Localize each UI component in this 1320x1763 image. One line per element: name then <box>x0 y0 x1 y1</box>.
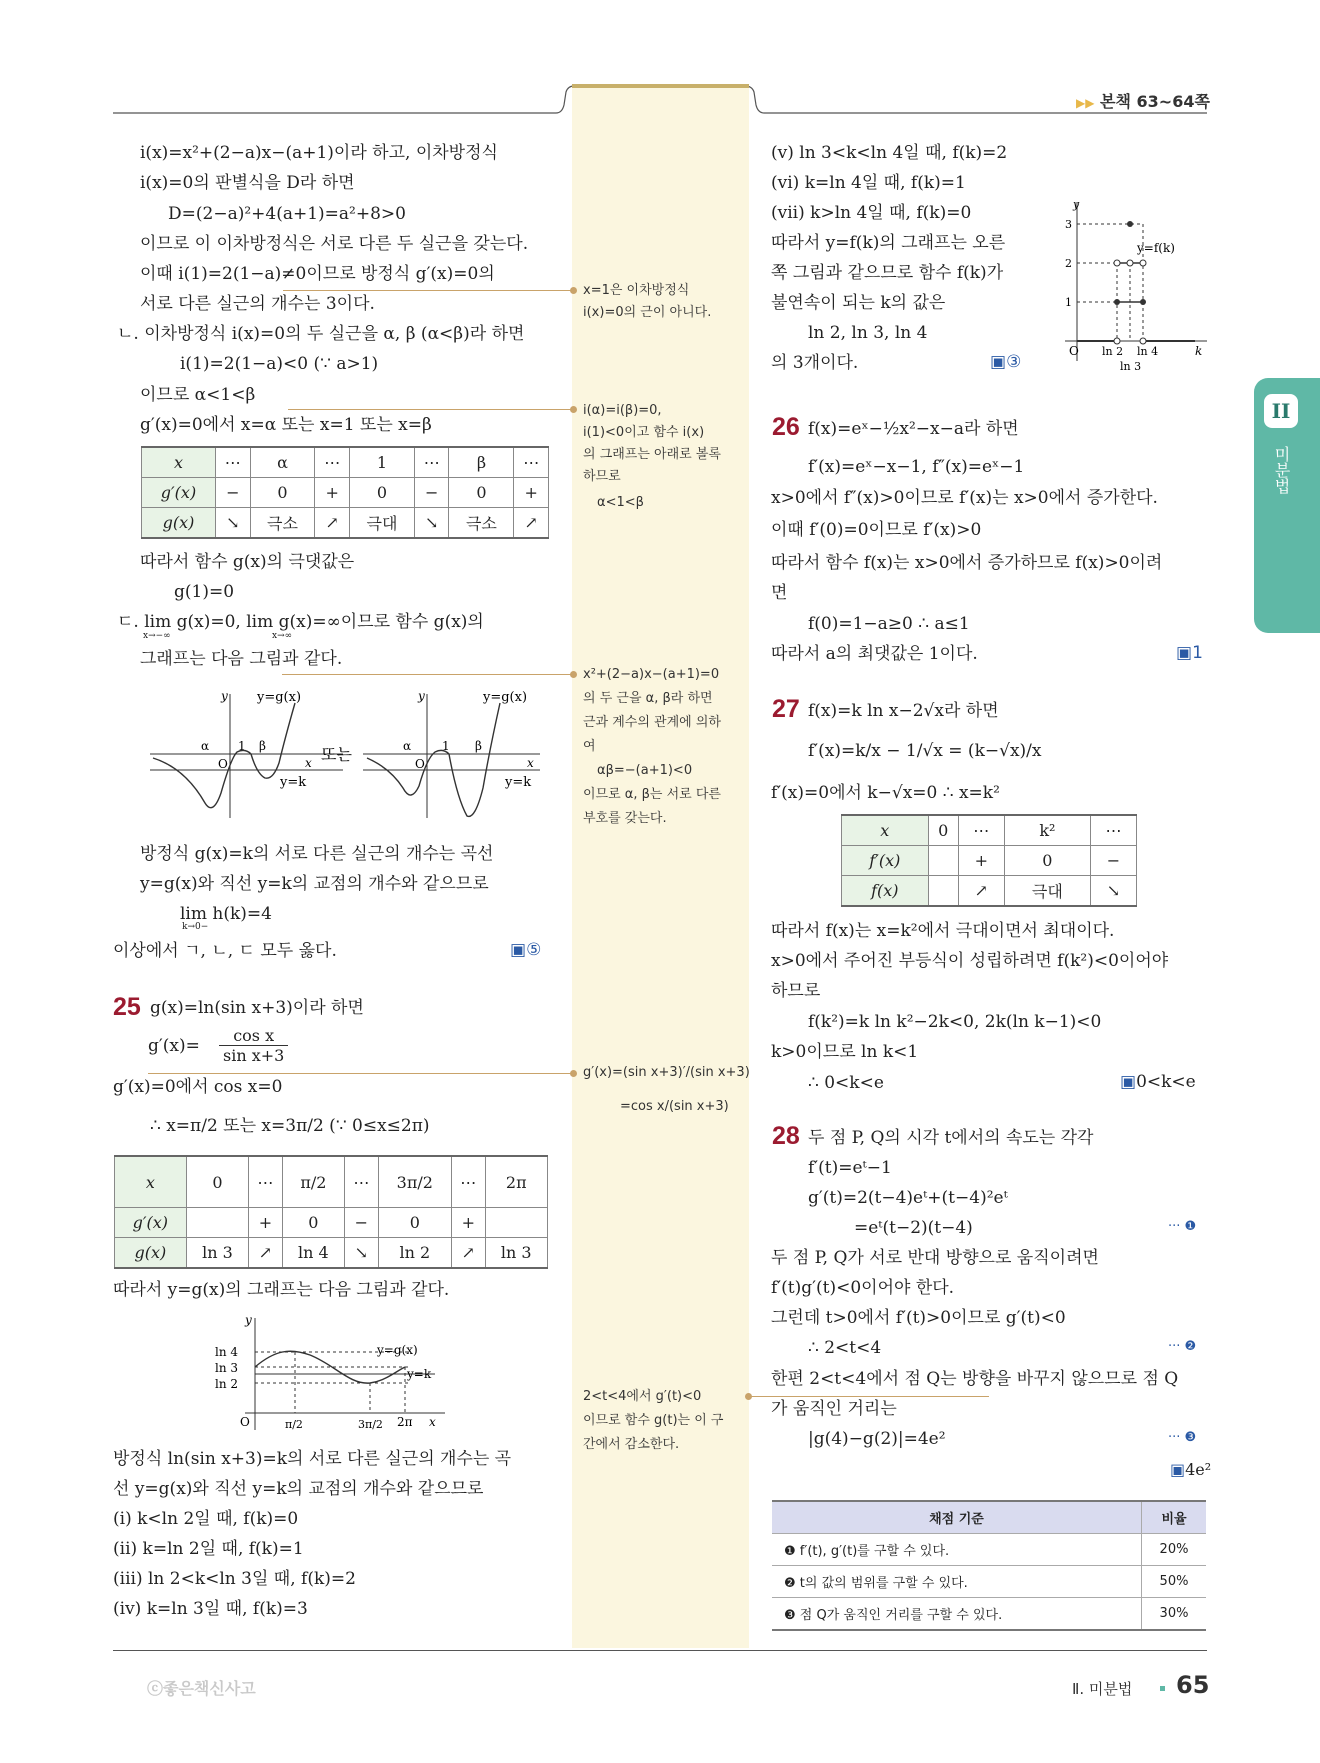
chapter-tab-label: 미분법 <box>1272 446 1291 494</box>
graph-label: ln 3 <box>1120 360 1142 373</box>
text-line: f′(x)=eˣ−x−1, f″(x)=eˣ−1 <box>808 457 1025 477</box>
sign-table-25 <box>114 1155 548 1269</box>
side-note: x²+(2−a)x−(a+1)=0 <box>583 667 720 682</box>
text-line: g′(x)=0에서 cos x=0 <box>113 1077 283 1097</box>
text-line: x>0에서 주어진 부등식이 성립하려면 f(k²)<0이어야 <box>771 951 1169 971</box>
graph-label: x <box>305 756 312 770</box>
table-cell: + <box>249 1208 283 1238</box>
graph-label: β <box>259 739 266 753</box>
text-line: 따라서 함수 g(x)의 극댓값은 <box>140 552 355 572</box>
text-line: g′(t)=2(t−4)eᵗ+(t−4)²eᵗ <box>808 1188 1008 1208</box>
table-cell: g′(x) <box>142 478 216 508</box>
table-cell: 0 <box>1004 846 1090 876</box>
answer-icon: ▣ <box>1176 643 1193 663</box>
problem-number: 28 <box>772 1122 800 1150</box>
answer-value: ③ <box>1006 352 1022 372</box>
text-line: g′(x)=0에서 x=α 또는 x=1 또는 x=β <box>140 415 432 435</box>
table-cell: ⋯ <box>514 447 549 478</box>
graph-label: y=g(x) <box>377 1343 418 1357</box>
graph-label: 1 <box>1065 296 1072 309</box>
table-cell: ⋯ <box>452 1156 486 1208</box>
text-line: ㄴ. 이차방정식 i(x)=0의 두 실근을 α, β (α<β)라 하면 <box>117 324 525 344</box>
table-cell: 1 <box>350 447 415 478</box>
table-cell: ⋯ <box>249 1156 283 1208</box>
graph-label: O <box>218 757 228 771</box>
graph-label: y=f(k) <box>1137 241 1175 255</box>
text-line: 방정식 ln(sin x+3)=k의 서로 다른 실근의 개수는 곡 <box>113 1449 512 1469</box>
scoring-table <box>772 1500 1206 1631</box>
side-note: i(1)<0이고 함수 i(x) <box>583 425 705 440</box>
side-note: 간에서 감소한다. <box>583 1437 680 1452</box>
leader-line <box>283 290 573 291</box>
answer-value: ⑤ <box>526 940 542 960</box>
table-cell: − <box>1091 846 1137 876</box>
table-cell: f′(x) <box>842 846 929 876</box>
answer-26 <box>1176 643 1203 663</box>
graph-label: x <box>429 1415 436 1429</box>
text-line: (ii) k=ln 2일 때, f(k)=1 <box>113 1539 304 1559</box>
leader-dot <box>745 1393 752 1400</box>
graph-label: α <box>201 739 210 753</box>
text-line: lim h(k)=4 <box>180 904 272 924</box>
graph-label: 1 <box>442 739 450 753</box>
page-number: 65 <box>1176 1671 1210 1699</box>
table-cell: k² <box>1004 815 1090 846</box>
text-line: ∴ 2<t<4 <box>808 1338 882 1358</box>
text-line: 따라서 y=g(x)의 그래프는 다음 그림과 같다. <box>113 1280 450 1300</box>
text-line: 서로 다른 실근의 개수는 3이다. <box>140 294 375 314</box>
table-cell: 0 <box>282 1208 344 1238</box>
table-cell: g(x) <box>115 1238 187 1269</box>
graph-label: y <box>418 689 425 703</box>
leader-dot <box>570 406 577 413</box>
graph-label: 2π <box>397 1415 413 1429</box>
graph-label: O <box>415 757 425 771</box>
answer-icon: ▣ <box>990 352 1007 372</box>
table-cell: β <box>449 447 514 478</box>
graph-f-step <box>1055 196 1215 381</box>
table-cell: + <box>452 1208 486 1238</box>
graph-label: k <box>1195 344 1203 358</box>
graph-label: y <box>1073 198 1080 211</box>
table-cell: ln 2 <box>378 1238 451 1269</box>
text-line: 따라서 함수 f(x)는 x>0에서 증가하므로 f(x)>0이려 <box>771 553 1163 573</box>
scoring-criterion: ❸ 점 Q가 움직인 거리를 구할 수 있다. <box>772 1598 1142 1631</box>
scoring-header: 채점 기준 <box>772 1501 1142 1534</box>
answer-value: 1 <box>1192 643 1203 663</box>
side-note: 의 그래프는 아래로 볼록 <box>583 447 721 462</box>
text-line: 하므로 <box>771 981 821 1001</box>
text-line: i(x)=0의 판별식을 D라 하면 <box>140 173 355 193</box>
text-line: 이때 f′(0)=0이므로 f′(x)>0 <box>771 520 982 540</box>
answer-value: 0<k<e <box>1136 1072 1196 1092</box>
side-note: αβ=−(a+1)<0 <box>597 763 693 778</box>
table-cell: 극소 <box>449 508 514 539</box>
table-cell <box>186 1208 248 1238</box>
side-note: =cos x/(sin x+3) <box>620 1099 729 1114</box>
text-line: 선 y=g(x)와 직선 y=k의 교점의 개수와 같으므로 <box>113 1479 484 1499</box>
step-marker: ··· ❷ <box>1168 1339 1197 1354</box>
text-line: D=(2−a)²+4(a+1)=a²+8>0 <box>168 204 406 224</box>
graph-g-sine-log <box>215 1310 450 1440</box>
text-line: g(x)=ln(sin x+3)이라 하면 <box>150 998 364 1018</box>
limit-subscript: x→∞ <box>272 631 293 641</box>
table-cell <box>485 1208 547 1238</box>
sign-table-g <box>141 446 549 539</box>
fraction-numerator: cos x <box>219 1026 288 1046</box>
text-line: (vi) k=ln 4일 때, f(k)=1 <box>771 173 966 193</box>
text-line: 그런데 t>0에서 f′(t)>0이므로 g′(t)<0 <box>771 1308 1066 1328</box>
limit-subscript: x→−∞ <box>143 631 171 641</box>
text-line: 의 3개이다. <box>771 353 859 373</box>
text-line: 한편 2<t<4에서 점 Q는 방향을 바꾸지 않으므로 점 Q <box>771 1369 1179 1389</box>
scoring-ratio: 20% <box>1142 1534 1207 1566</box>
graph-label: O <box>1069 344 1079 358</box>
leader-dot <box>570 1070 577 1077</box>
copyright: ⓒ좋은책신사고 <box>147 1679 256 1698</box>
graph-label: ln 4 <box>1137 345 1159 358</box>
text-line: (iii) ln 2<k<ln 3일 때, f(k)=2 <box>113 1569 356 1589</box>
text-line: 따라서 a의 최댓값은 1이다. <box>771 644 978 664</box>
text-line: 이므로 α<1<β <box>140 385 256 405</box>
problem-number: 26 <box>772 413 800 441</box>
text-line: 두 점 P, Q의 시각 t에서의 속도는 각각 <box>808 1128 1094 1148</box>
text-line: ln 2, ln 3, ln 4 <box>808 323 928 343</box>
graph-g-two-cases <box>145 688 545 823</box>
scoring-ratio: 50% <box>1142 1566 1207 1598</box>
text-line: x>0에서 f″(x)>0이므로 f′(x)는 x>0에서 증가한다. <box>771 488 1158 508</box>
text-line: f(x)=k ln x−2√x라 하면 <box>808 701 999 721</box>
table-cell: f(x) <box>842 876 929 907</box>
table-cell: ↗ <box>452 1238 486 1269</box>
footer-rule <box>113 1650 1207 1651</box>
table-cell: + <box>958 846 1004 876</box>
problem-number: 27 <box>772 695 800 723</box>
graph-label: α <box>403 739 412 753</box>
table-cell <box>928 876 958 907</box>
fraction <box>219 1026 288 1065</box>
table-cell: ln 3 <box>485 1238 547 1269</box>
text-line: ㄷ. lim g(x)=0, lim g(x)=∞이므로 함수 g(x)의 <box>117 612 484 632</box>
table-cell: g′(x) <box>115 1208 187 1238</box>
footer-separator <box>1160 1686 1165 1691</box>
graph-label: 1 <box>238 739 246 753</box>
table-cell: 2π <box>485 1156 547 1208</box>
side-note: x=1은 이차방정식 <box>583 283 690 298</box>
step-marker: ··· ❶ <box>1168 1219 1197 1234</box>
text-line: ∴ 0<k<e <box>808 1073 884 1093</box>
graph-label: ln 4 <box>215 1345 239 1359</box>
text-line: |g(4)−g(2)|=4e² <box>808 1429 946 1449</box>
table-cell: ↘ <box>1091 876 1137 907</box>
sign-table-27 <box>841 814 1137 907</box>
fraction-denominator: sin x+3 <box>223 1046 285 1065</box>
chapter-tab-number: II <box>1264 394 1298 428</box>
text-line: 면 <box>771 583 788 603</box>
graph-label: y=k <box>505 775 532 790</box>
text-line: 따라서 y=f(k)의 그래프는 오른 <box>771 233 1006 253</box>
table-cell: ↗ <box>514 508 549 539</box>
side-note: g′(x)=(sin x+3)′/(sin x+3) <box>583 1065 750 1080</box>
text-line: k>0이므로 ln k<1 <box>771 1042 919 1062</box>
text-line: i(1)=2(1−a)<0 (∵ a>1) <box>180 354 379 374</box>
table-cell: ln 3 <box>186 1238 248 1269</box>
leader-line <box>148 1073 573 1074</box>
side-note: 여 <box>583 739 596 754</box>
table-cell: ⋯ <box>345 1156 379 1208</box>
scoring-criterion: ❷ t의 값의 범위를 구할 수 있다. <box>772 1566 1142 1598</box>
text-line: 방정식 g(x)=k의 서로 다른 실근의 개수는 곡선 <box>140 844 494 864</box>
text-line: (iv) k=ln 3일 때, f(k)=3 <box>113 1599 308 1619</box>
answer-25 <box>990 352 1021 372</box>
table-cell: ↘ <box>414 508 449 539</box>
leader-line <box>749 1396 989 1397</box>
table-cell: ⋯ <box>1091 815 1137 846</box>
text-line: 이므로 이 이차방정식은 서로 다른 두 실근을 갖는다. <box>140 234 529 254</box>
graph-label: 2 <box>1065 257 1072 270</box>
text-line: g(1)=0 <box>174 582 235 602</box>
table-cell: ⋯ <box>958 815 1004 846</box>
page-reference-text: 본책 63~64쪽 <box>1100 92 1210 111</box>
text-line: (vii) k>ln 4일 때, f(k)=0 <box>771 203 972 223</box>
scoring-header: 비율 <box>1142 1501 1207 1534</box>
answer-icon: ▣ <box>510 940 527 960</box>
leader-line <box>288 409 573 410</box>
leader-dot <box>570 287 577 294</box>
table-cell: ⋯ <box>414 447 449 478</box>
side-note: 하므로 <box>583 469 621 484</box>
text-line: f′(t)=eᵗ−1 <box>808 1158 892 1178</box>
graph-label: ln 3 <box>215 1361 239 1375</box>
table-cell: 0 <box>250 478 315 508</box>
text-line: 이때 i(1)=2(1−a)≠0이므로 방정식 g′(x)=0의 <box>140 264 495 284</box>
table-cell: x <box>142 447 216 478</box>
footer-chapter: Ⅱ. 미분법 <box>1072 1680 1133 1698</box>
side-note: 근과 계수의 관계에 의하 <box>583 715 721 730</box>
graph-label: β <box>475 739 482 753</box>
text-line: i(x)=x²+(2−a)x−(a+1)이라 하고, 이차방정식 <box>140 143 498 163</box>
table-cell: g(x) <box>142 508 216 539</box>
graph-label: y=k <box>280 775 307 790</box>
table-cell: ↘ <box>345 1238 379 1269</box>
graph-label: y=g(x) <box>257 690 302 705</box>
text-line: g′(x)= <box>148 1036 200 1056</box>
text-line: f(x)=eˣ−½x²−x−a라 하면 <box>808 419 1019 439</box>
text-line: f′(x)=0에서 k−√x=0 ∴ x=k² <box>771 783 1000 803</box>
table-cell: ↗ <box>315 508 350 539</box>
table-cell: 0 <box>350 478 415 508</box>
side-note: 이므로 함수 g(t)는 이 구 <box>583 1413 724 1428</box>
step-marker: ··· ❸ <box>1168 1430 1197 1445</box>
graph-label: 또는 <box>321 745 352 764</box>
side-note: i(x)=0의 근이 아니다. <box>583 305 712 320</box>
text-line: 그래프는 다음 그림과 같다. <box>140 649 343 669</box>
text-line: 가 움직인 거리는 <box>771 1399 897 1419</box>
table-cell: + <box>315 478 350 508</box>
text-line: (v) ln 3<k<ln 4일 때, f(k)=2 <box>771 143 1008 163</box>
table-cell: 0 <box>378 1208 451 1238</box>
graph-label: O <box>240 1415 250 1429</box>
text-line: f′(t)g′(t)<0이어야 한다. <box>771 1278 955 1298</box>
limit-subscript: k→0− <box>182 922 209 932</box>
side-note: i(α)=i(β)=0, <box>583 403 662 418</box>
graph-label: π/2 <box>285 1418 303 1431</box>
table-cell: x <box>115 1156 187 1208</box>
graph-label: 3π/2 <box>358 1418 383 1431</box>
text-line: f(0)=1−a≥0 ∴ a≤1 <box>808 614 970 634</box>
answer-icon: ▣ <box>1120 1072 1137 1092</box>
table-cell: ln 4 <box>282 1238 344 1269</box>
text-line: (i) k<ln 2일 때, f(k)=0 <box>113 1509 299 1529</box>
table-cell: + <box>514 478 549 508</box>
text-line: f(k²)=k ln k²−2k<0, 2k(ln k−1)<0 <box>808 1012 1102 1032</box>
table-cell: − <box>345 1208 379 1238</box>
double-arrow-icon: ▶▶ <box>1076 96 1095 110</box>
page-reference <box>1076 89 1210 112</box>
graph-label: y <box>245 1313 252 1327</box>
answer-value: 4e² <box>1185 1460 1212 1479</box>
answer-icon: ▣ <box>1170 1460 1186 1479</box>
table-cell <box>928 846 958 876</box>
text-line: y=g(x)와 직선 y=k의 교점의 개수와 같으므로 <box>140 874 489 894</box>
side-note: 의 두 근을 α, β라 하면 <box>583 691 713 706</box>
table-cell: ↗ <box>249 1238 283 1269</box>
graph-label: ln 2 <box>215 1377 239 1391</box>
table-cell: 3π/2 <box>378 1156 451 1208</box>
side-note: 부호를 갖는다. <box>583 811 667 826</box>
answer-28 <box>1170 1460 1211 1479</box>
table-cell: 0 <box>186 1156 248 1208</box>
text-line: 불연속이 되는 k의 값은 <box>771 293 946 313</box>
leader-dot <box>570 671 577 678</box>
table-cell: ↘ <box>215 508 250 539</box>
answer-27 <box>1120 1072 1196 1092</box>
table-cell: x <box>842 815 929 846</box>
scoring-ratio: 30% <box>1142 1598 1207 1631</box>
text-line: 쪽 그림과 같으므로 함수 f(k)가 <box>771 263 1004 283</box>
side-note: α<1<β <box>597 495 644 510</box>
text-line: 이상에서 ㄱ, ㄴ, ㄷ 모두 옳다. <box>113 941 337 961</box>
table-cell: 극소 <box>250 508 315 539</box>
table-cell: ⋯ <box>315 447 350 478</box>
table-cell: − <box>215 478 250 508</box>
table-cell: ↗ <box>958 876 1004 907</box>
text-line: =eᵗ(t−2)(t−4) <box>854 1218 973 1238</box>
problem-number: 25 <box>113 993 141 1021</box>
scoring-criterion: ❶ f′(t), g′(t)를 구할 수 있다. <box>772 1534 1142 1566</box>
text-line: ∴ x=π/2 또는 x=3π/2 (∵ 0≤x≤2π) <box>150 1116 430 1136</box>
text-line: f′(x)=k/x − 1/√x = (k−√x)/x <box>808 741 1042 761</box>
side-note: 이므로 α, β는 서로 다른 <box>583 787 721 802</box>
graph-label: 3 <box>1065 218 1072 231</box>
table-cell: 극대 <box>1004 876 1090 907</box>
side-note: 2<t<4에서 g′(t)<0 <box>583 1389 702 1404</box>
graph-label: y=k <box>407 1367 432 1381</box>
graph-label: y <box>221 689 228 703</box>
graph-label: y=g(x) <box>483 690 528 705</box>
graph-label: ln 2 <box>1102 345 1124 358</box>
table-cell: − <box>414 478 449 508</box>
text-line: 두 점 P, Q가 서로 반대 방향으로 움직이려면 <box>771 1248 1099 1268</box>
answer-24 <box>510 940 541 960</box>
table-cell: 0 <box>928 815 958 846</box>
graph-label: x <box>527 756 534 770</box>
table-cell: π/2 <box>282 1156 344 1208</box>
text-line: 따라서 f(x)는 x=k²에서 극대이면서 최대이다. <box>771 921 1115 941</box>
table-cell: 0 <box>449 478 514 508</box>
leader-line <box>282 674 573 675</box>
table-cell: α <box>250 447 315 478</box>
table-cell: 극대 <box>350 508 415 539</box>
table-cell: ⋯ <box>215 447 250 478</box>
